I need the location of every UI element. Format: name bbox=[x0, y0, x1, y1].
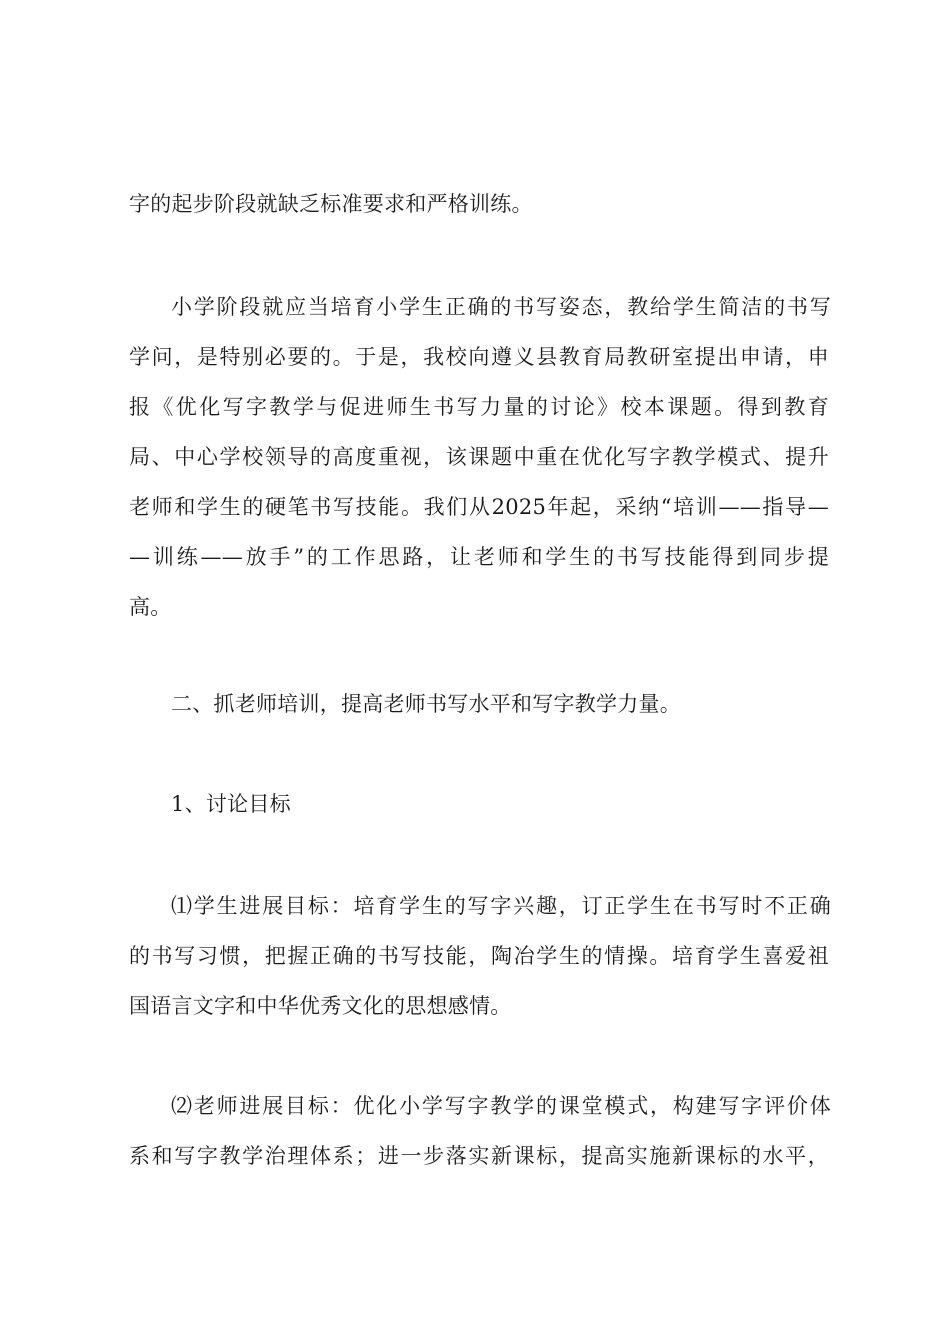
paragraph-student-goals-line-2: 的书写习惯，把握正确的书写技能，陶冶学生的情操。培育学生喜爱祖 bbox=[129, 944, 829, 968]
paragraph-student-goals-line-1: ⑴学生进展目标：培育学生的写字兴趣，订正学生在书写时不正确 bbox=[171, 894, 831, 918]
paragraph-2-line-7: 高。 bbox=[129, 595, 172, 619]
paragraph-2-line-4: 局、中心学校领导的高度重视，该课题中重在优化写字教学模式、提升 bbox=[129, 445, 829, 469]
paragraph-student-goals-line-3: 国语言文字和中华优秀文化的思想感情。 bbox=[129, 994, 512, 1018]
section-heading-2: 二、抓老师培训，提高老师书写水平和写字教学力量。 bbox=[171, 692, 681, 716]
paragraph-2-line-2: 学问，是特别必要的。于是，我校向遵义县教育局教研室提出申请，申 bbox=[129, 345, 829, 369]
paragraph-2-line-3: 报《优化写字教学与促进师生书写力量的讨论》校本课题。得到教育 bbox=[129, 395, 829, 419]
paragraph-teacher-goals-line-1: ⑵老师进展目标：优化小学写字教学的课堂模式，构建写字评价体 bbox=[171, 1094, 831, 1118]
paragraph-1-line-1: 字的起步阶段就缺乏标准要求和严格训练。 bbox=[129, 192, 533, 216]
subheading-research-goals: 1、讨论目标 bbox=[171, 792, 291, 816]
paragraph-2-line-5: 老师和学生的硬笔书写技能。我们从2025年起，采纳“培训——指导— bbox=[129, 495, 829, 519]
paragraph-2-line-6: —训练——放手”的工作思路，让老师和学生的书写技能得到同步提 bbox=[129, 545, 829, 569]
paragraph-2-line-1: 小学阶段就应当培育小学生正确的书写姿态，教给学生简洁的书写 bbox=[171, 295, 831, 319]
paragraph-teacher-goals-line-2: 系和写字教学治理体系；进一步落实新课标，提高实施新课标的水平， bbox=[129, 1144, 829, 1168]
